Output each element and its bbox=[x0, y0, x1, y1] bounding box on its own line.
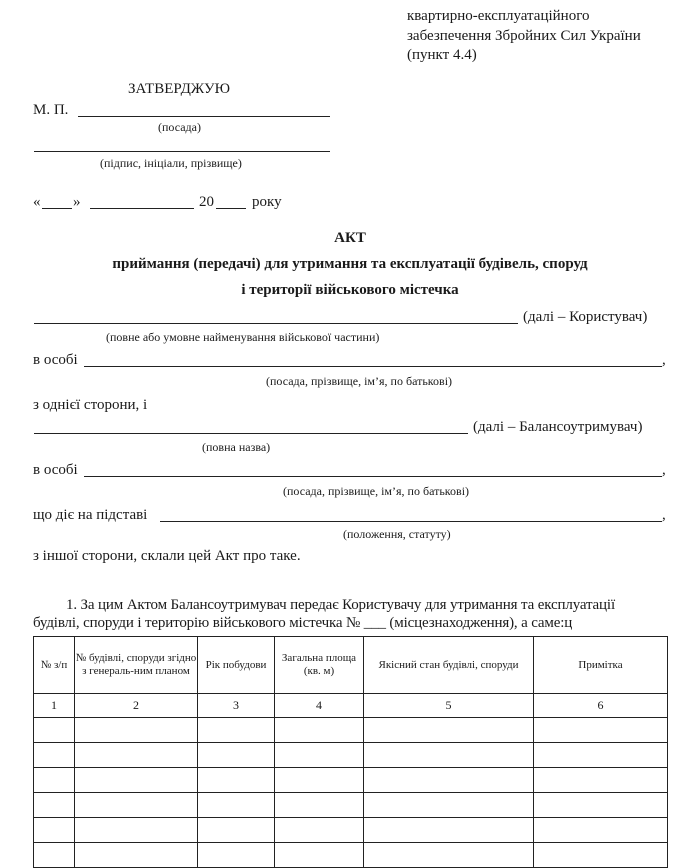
user-suffix: (далі – Користувач) bbox=[523, 309, 648, 325]
column-number: 3 bbox=[198, 694, 275, 718]
table-cell[interactable] bbox=[34, 818, 75, 843]
basis-field[interactable] bbox=[160, 521, 662, 522]
one-side-text: з однієї сторони, і bbox=[33, 397, 148, 413]
table-cell[interactable] bbox=[75, 718, 198, 743]
table-column-numbers-row bbox=[34, 694, 668, 718]
date-close-quote: » bbox=[73, 194, 81, 210]
table-cell[interactable] bbox=[364, 768, 534, 793]
in-person-label: в особі bbox=[33, 352, 78, 368]
column-number: 6 bbox=[534, 694, 668, 718]
column-number: 1 bbox=[34, 694, 75, 718]
table-row bbox=[34, 743, 668, 768]
table-cell[interactable] bbox=[198, 768, 275, 793]
position-caption: (посада) bbox=[158, 120, 201, 134]
user-caption: (повне або умовне найменування військової частини) bbox=[106, 330, 380, 344]
table-cell[interactable] bbox=[534, 743, 668, 768]
clause-line-1: 1. За цим Актом Балансоутримувач передає Користувачу для утримання та експлуатації bbox=[66, 597, 615, 613]
basis-caption: (положення, статуту) bbox=[343, 527, 451, 541]
table-cell[interactable] bbox=[364, 718, 534, 743]
position-field[interactable] bbox=[78, 116, 330, 117]
column-header-year: Рік побудови bbox=[198, 637, 275, 694]
table-cell[interactable] bbox=[75, 768, 198, 793]
other-side-text: з іншої сторони, склали цей Акт про таке. bbox=[33, 548, 301, 564]
clause-line-2: будівлі, споруди і територію військового містечка № ___ (місцезнаходження), а саме:ц bbox=[33, 615, 573, 631]
column-number: 5 bbox=[364, 694, 534, 718]
table-cell[interactable] bbox=[75, 843, 198, 868]
act-subtitle-line2: і території військового містечка bbox=[241, 282, 459, 298]
column-header-number: № з/п bbox=[34, 637, 75, 694]
signature-field[interactable] bbox=[34, 151, 330, 152]
comma: , bbox=[662, 352, 666, 368]
header-note-line: (пункт 4.4) bbox=[407, 47, 477, 63]
comma: , bbox=[662, 462, 666, 478]
holder-suffix: (далі – Балансоутримувач) bbox=[473, 419, 643, 435]
column-header-note: Примітка bbox=[534, 637, 668, 694]
table-row bbox=[34, 818, 668, 843]
table-cell[interactable] bbox=[275, 793, 364, 818]
table-cell[interactable] bbox=[75, 743, 198, 768]
in-person-label-2: в особі bbox=[33, 462, 78, 478]
table-cell[interactable] bbox=[198, 718, 275, 743]
holder-representative-field[interactable] bbox=[84, 476, 662, 477]
table-cell[interactable] bbox=[534, 768, 668, 793]
user-name-field[interactable] bbox=[34, 323, 518, 324]
table-cell[interactable] bbox=[198, 818, 275, 843]
date-day-field[interactable] bbox=[42, 208, 72, 209]
user-representative-field[interactable] bbox=[84, 366, 662, 367]
signature-caption: (підпис, ініціали, прізвище) bbox=[100, 156, 242, 170]
table-cell[interactable] bbox=[364, 793, 534, 818]
column-header-building-number: № будівлі, споруди згідно з генераль-ним планом bbox=[75, 637, 198, 694]
basis-label: що діє на підставі bbox=[33, 507, 148, 523]
table-cell[interactable] bbox=[364, 818, 534, 843]
table-cell[interactable] bbox=[275, 768, 364, 793]
year-prefix: 20 bbox=[199, 194, 214, 210]
table-cell[interactable] bbox=[534, 843, 668, 868]
mp-label: М. П. bbox=[33, 102, 69, 118]
table-cell[interactable] bbox=[34, 768, 75, 793]
table-row bbox=[34, 768, 668, 793]
table-cell[interactable] bbox=[534, 793, 668, 818]
table-cell[interactable] bbox=[34, 843, 75, 868]
table-cell[interactable] bbox=[75, 793, 198, 818]
table-row bbox=[34, 718, 668, 743]
table-cell[interactable] bbox=[275, 843, 364, 868]
table-cell[interactable] bbox=[198, 843, 275, 868]
person-caption-2: (посада, прізвище, ім’я, по батькові) bbox=[283, 484, 470, 498]
header-note-line: забезпечення Збройних Сил України bbox=[407, 28, 641, 44]
approval-title: ЗАТВЕРДЖУЮ bbox=[128, 81, 231, 97]
table-cell[interactable] bbox=[75, 818, 198, 843]
person-caption: (посада, прізвище, ім’я, по батькові) bbox=[266, 374, 453, 388]
table-cell[interactable] bbox=[198, 743, 275, 768]
act-title: АКТ bbox=[334, 230, 366, 246]
year-suffix: року bbox=[252, 194, 282, 210]
table-cell[interactable] bbox=[534, 718, 668, 743]
table-cell[interactable] bbox=[34, 743, 75, 768]
table-cell[interactable] bbox=[534, 818, 668, 843]
table-row bbox=[34, 843, 668, 868]
table-cell[interactable] bbox=[364, 843, 534, 868]
date-month-field[interactable] bbox=[90, 208, 194, 209]
column-number: 4 bbox=[275, 694, 364, 718]
table-cell[interactable] bbox=[198, 793, 275, 818]
table-cell[interactable] bbox=[275, 818, 364, 843]
holder-caption: (повна назва) bbox=[202, 440, 271, 454]
column-header-area: Загальна площа (кв. м) bbox=[275, 637, 364, 694]
column-number: 2 bbox=[75, 694, 198, 718]
header-note-line: квартирно-експлуатаційного bbox=[407, 8, 590, 24]
column-header-condition: Якісний стан будівлі, споруди bbox=[364, 637, 534, 694]
buildings-table bbox=[33, 636, 668, 868]
comma: , bbox=[662, 507, 666, 523]
table-cell[interactable] bbox=[364, 743, 534, 768]
table-cell[interactable] bbox=[34, 793, 75, 818]
table-header-row bbox=[34, 637, 668, 694]
table-cell[interactable] bbox=[275, 743, 364, 768]
table-cell[interactable] bbox=[34, 718, 75, 743]
table-cell[interactable] bbox=[275, 718, 364, 743]
holder-name-field[interactable] bbox=[34, 433, 468, 434]
table-row bbox=[34, 793, 668, 818]
act-subtitle-line1: приймання (передачі) для утримання та експлуатації будівель, споруд bbox=[112, 256, 588, 272]
date-year-field[interactable] bbox=[216, 208, 246, 209]
table-body bbox=[34, 718, 668, 868]
date-open-quote: « bbox=[33, 194, 41, 210]
